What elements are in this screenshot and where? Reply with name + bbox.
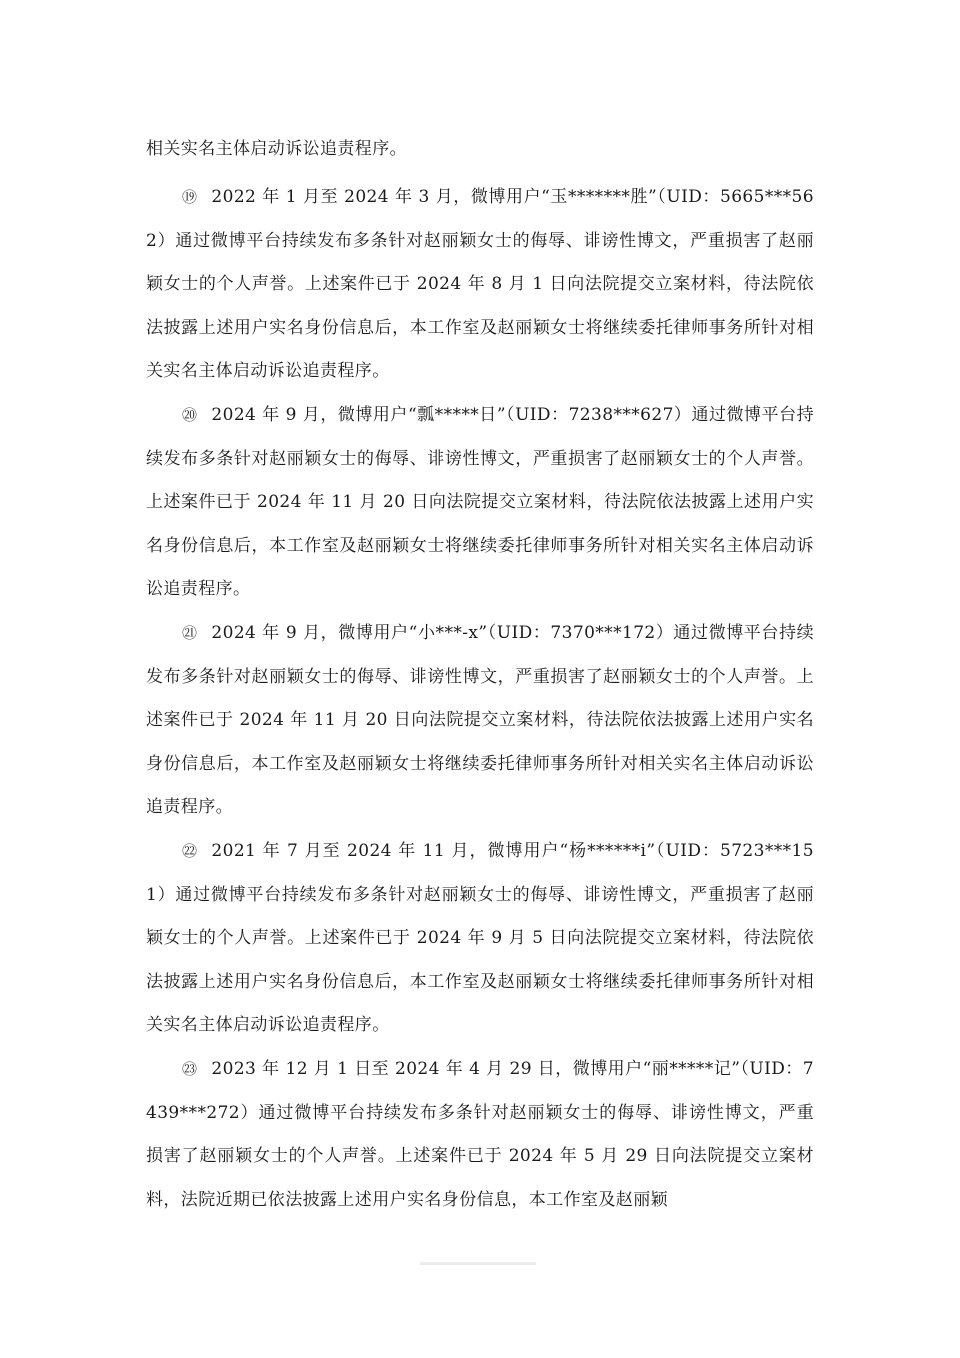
case-number-22: ㉒: [182, 842, 198, 860]
lead-text: 相关实名主体启动诉讼追责程序。: [146, 139, 407, 159]
case-number-19: ⑲: [182, 188, 198, 206]
case-number-21: ㉑: [182, 624, 198, 642]
case-number-23: ㉓: [182, 1060, 198, 1078]
case-number-20: ⑳: [182, 406, 198, 424]
case-text-23: 2023 年 12 月 1 日至 2024 年 4 月 29 日，微博用户“丽*****记”（UID：7439***272）通过微博平台持续发布多条针对赵丽颖女士的侮辱、诽谤性博文，严重损害了赵丽颖女士的个人声誉。上述案件已于 2024 年 5 月 29 日向法院提交立案材料，法院近期已依法披露上述用户实名身份信息，本工作室及赵丽颖: [146, 1059, 814, 1210]
case-paragraph-19: [146, 176, 814, 394]
case-text-22: 2021 年 7 月至 2024 年 11 月，微博用户“杨******i”（UID：5723***151）通过微博平台持续发布多条针对赵丽颖女士的侮辱、诽谤性博文，严重损害了赵丽颖女士的个人声誉。上述案件已于 2024 年 9 月 5 日向法院提交立案材料，待法院依法披露上述用户实名身份信息后，本工作室及赵丽颖女士将继续委托律师事务所针对相关实名主体启动诉讼追责程序。: [146, 841, 814, 1036]
case-paragraph-21: [146, 612, 814, 830]
case-text-21: 2024 年 9 月，微博用户“小***-x”（UID：7370***172）通过微博平台持续发布多条针对赵丽颖女士的侮辱、诽谤性博文，严重损害了赵丽颖女士的个人声誉。上述案件已于 2024 年 11 月 20 日向法院提交立案材料，待法院依法披露上述用户实名身份信息后，本工作室及赵丽颖女士将继续委托律师事务所针对相关实名主体启动诉讼追责程序。: [146, 623, 814, 818]
case-paragraph-22: [146, 830, 814, 1048]
case-paragraph-23: [146, 1048, 814, 1222]
case-text-20: 2024 年 9 月，微博用户“瓢*****日”（UID：7238***627）通过微博平台持续发布多条针对赵丽颖女士的侮辱、诽谤性博文，严重损害了赵丽颖女士的个人声誉。上述案件已于 2024 年 11 月 20 日向法院提交立案材料，待法院依法披露上述用户实名身份信息后，本工作室及赵丽颖女士将继续委托律师事务所针对相关实名主体启动诉讼追责程序。: [146, 405, 814, 600]
page-footer-divider: [420, 1262, 536, 1265]
case-paragraph-20: [146, 394, 814, 612]
case-text-19: 2022 年 1 月至 2024 年 3 月，微博用户“玉*******胜”（UID：5665*​**562）通过微博平台持续发布多条针对赵丽颖女士的侮辱、诽谤性博文，严重损害了赵丽颖女士的个人声誉。上述案件已于 2024 年 8 月 1 日向法院提交立案材料，待法院依法披露上述用户实名身份信息后，本工作室及赵丽颖女士将继续委托律师事务所针对相关实名主体启动诉讼追责程序。: [146, 187, 814, 382]
